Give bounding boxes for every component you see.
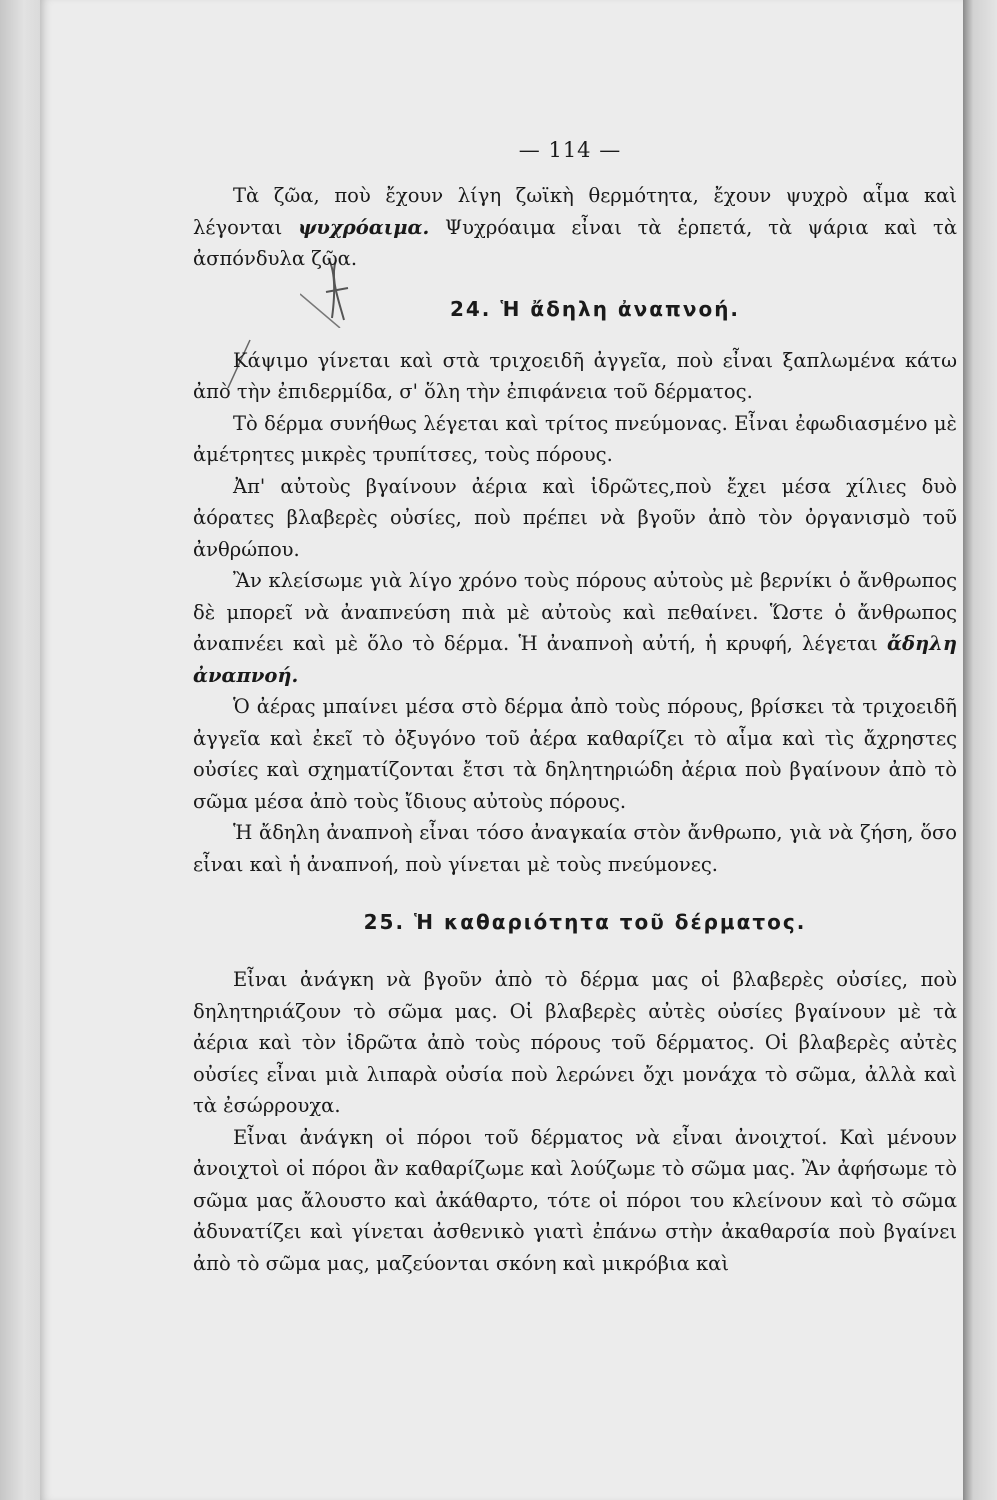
section-24-paragraph: Ἀπ' αὐτοὺς βγαίνουν ἀέρια καὶ ἱδρῶτες,ποὺ ἔχει μέσα χίλιες δυὸ ἀόρατες βλαβερὲς οὐσίες, ποὺ πρέπει νὰ βγοῦν ἀπὸ τὸν ὀργανισμὸ τοῦ ἀνθρώπου. — [193, 474, 957, 561]
left-page-edge — [0, 0, 41, 1500]
section-24-paragraph: Κάψιμο γίνεται καὶ στὰ τριχοειδῆ ἀγγεῖα, ποὺ εἶναι ξαπλωμένα κάτω ἀπὸ τὴν ἐπιδερμίδα, σ' ὅλη τὴν ἐπιφάνεια τοῦ δέρματος. — [193, 348, 957, 403]
page-number: — 114 — — [518, 138, 622, 162]
section-24-term: ἄδηλη ἀναπνοή. — [193, 632, 957, 687]
right-page-edge — [963, 0, 997, 1500]
section-24-heading: 24. Ἡ ἄδηλη ἀναπνοή. — [449, 296, 741, 321]
intro-text-b: Ψυχρόαιμα εἶναι τὰ ἑρπετά, τὰ ψάρια καὶ τὰ ἀσπόνδυλα ζῶα. — [193, 215, 958, 270]
section-25-paragraph: Εἶναι ἀνάγκη νὰ βγοῦν ἀπὸ τὸ δέρμα μας οἱ βλαβερὲς οὐσίες, ποὺ δηλητηριάζουν τὸ σῶμα μας. Οἱ βλαβερὲς αὐτὲς οὐσίες βγαίνουν μὲ τὰ ἀέρια καὶ τὸν ἱδρῶτα ἀπὸ τοὺς πόρους τοῦ δέρματος. Οἱ βλαβερὲς αὐτὲς οὐσίες εἶναι μιὰ λιπαρὰ οὐσία ποὺ λερώνει ὄχι μονάχα τὸ σῶμα, ἀλλὰ καὶ τὰ ἐσώρρουχα. — [193, 968, 957, 1117]
section-24-text: Ἂν κλείσωμε γιὰ λίγο χρόνο τοὺς πόρους αὐτοὺς μὲ βερνίκι ὁ ἄνθρωπος δὲ μπορεῖ νὰ ἀναπνεύση πιὰ μὲ αὐτοὺς καὶ πεθαίνει. Ὥστε ὁ ἄνθρωπος ἀναπνέει καὶ μὲ ὅλο τὸ δέρμα. Ἡ ἀναπνοὴ αὐτή, ἡ κρυφή, λέγεται — [193, 569, 957, 655]
intro-text-a: Τὰ ζῶα, ποὺ ἔχουν λίγη ζωϊκὴ θερμότητα, ἔχουν ψυχρὸ αἷμα καὶ λέγονται — [193, 184, 957, 239]
page-content — [193, 138, 957, 1279]
section-24-paragraph — [193, 565, 957, 691]
section-24-paragraph: Ἡ ἄδηλη ἀναπνοὴ εἶναι τόσο ἀναγκαία στὸν ἄνθρωπο, γιὰ νὰ ζήση, ὅσο εἶναι καὶ ἡ ἀναπνοή, ποὺ γίνεται μὲ τοὺς πνεύμονες. — [193, 821, 957, 876]
intro-paragraph — [193, 180, 957, 275]
section-24-paragraph: Τὸ δέρμα συνήθως λέγεται καὶ τρίτος πνεύμονας. Εἶναι ἐφωδιασμένο μὲ ἀμέτρητες μικρὲς τρυπίτσες, τοὺς πόρους. — [193, 411, 957, 466]
intro-term: ψυχρόαιμα. — [298, 215, 430, 239]
section-24-paragraph: Ὁ ἀέρας μπαίνει μέσα στὸ δέρμα ἀπὸ τοὺς πόρους, βρίσκει τὰ τριχοειδῆ ἀγγεῖα καὶ ἐκεῖ τὸ ὀξυγόνο τοῦ ἀέρα καθαρίζει τὸ αἷμα καὶ τὶς ἄχρηστες οὐσίες καὶ σχηματίζονται ἔτσι τὰ δηλητηριώδη ἀέρια ποὺ βγαίνουν ἀπὸ τὸ σῶμα μέσα ἀπὸ τοὺς ἴδιους αὐτοὺς πόρους. — [193, 695, 957, 813]
section-25-heading: 25. Ἡ καθαριότητα τοῦ δέρματος. — [363, 910, 807, 934]
section-25-paragraph: Εἶναι ἀνάγκη οἱ πόροι τοῦ δέρματος νὰ εἶναι ἀνοιχτοί. Καὶ μένουν ἀνοιχτοὶ οἱ πόροι ἂν καθαρίζωμε καὶ λούζωμε τὸ σῶμα μας. Ἂν ἀφήσωμε τὸ σῶμα μας ἄλουστο καὶ ἀκάθαρτο, τότε οἱ πόροι του κλείνουν καὶ τὸ σῶμα ἀδυνατίζει καὶ γίνεται ἀσθενικὸ γιατὶ ἐπάνω στὴν ἀκαθαρσία ποὺ βγαίνει ἀπὸ τὸ σῶμα μας, μαζεύονται σκόνη καὶ μικρόβια καὶ — [193, 1125, 957, 1275]
